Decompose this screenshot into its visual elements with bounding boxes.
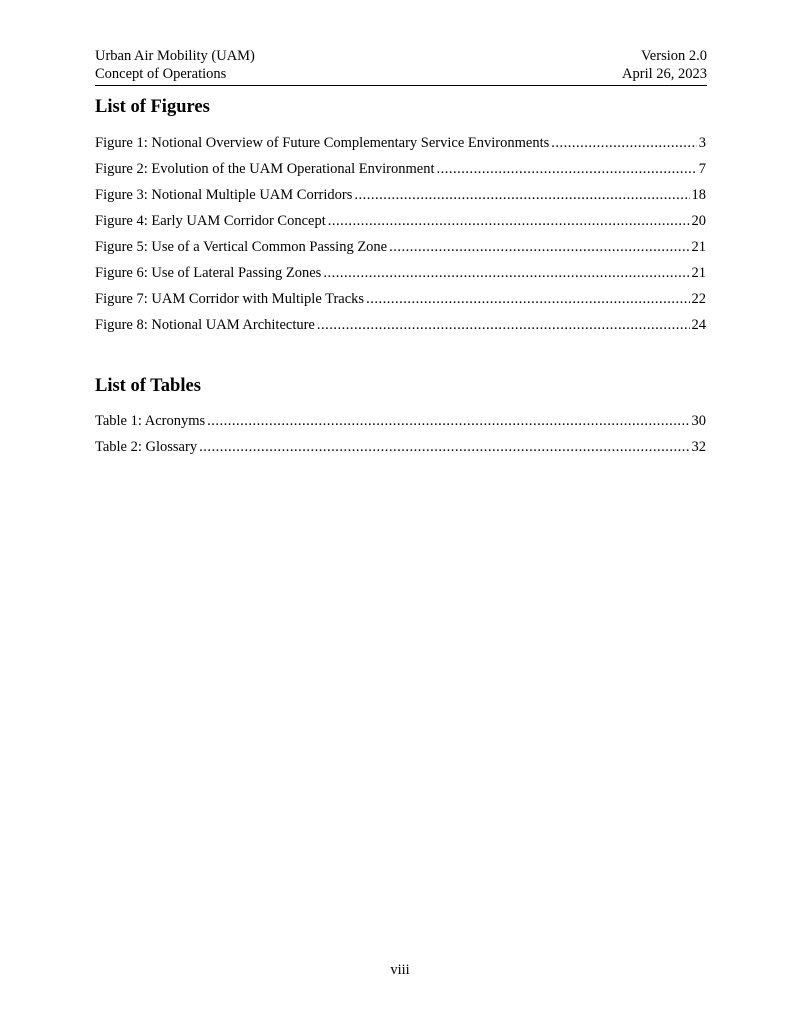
toc-entry-title: Table 1: Acronyms (95, 413, 206, 429)
dot-leader (199, 437, 689, 457)
figure-entry-2[interactable] (95, 159, 706, 185)
list-of-tables (95, 411, 706, 463)
dot-leader (436, 159, 696, 179)
toc-entry-page: 32 (691, 439, 706, 455)
dot-leader (366, 289, 689, 309)
toc-entry-page: 7 (698, 161, 706, 177)
figure-entry-5[interactable] (95, 237, 706, 263)
list-of-figures (95, 133, 706, 341)
toc-entry-page: 24 (691, 317, 706, 333)
list-of-figures-heading: List of Figures (95, 97, 210, 117)
list-of-tables-heading: List of Tables (95, 376, 201, 396)
table-entry-1[interactable] (95, 411, 706, 437)
toc-entry-page: 20 (691, 213, 706, 229)
figure-entry-1[interactable] (95, 133, 706, 159)
toc-entry-title: Figure 7: UAM Corridor with Multiple Tracks (95, 291, 365, 307)
document-version: Version 2.0 (640, 48, 707, 64)
document-date: April 26, 2023 (622, 66, 707, 82)
toc-entry-page: 3 (698, 135, 706, 151)
toc-entry-page: 18 (691, 187, 706, 203)
table-entry-2[interactable] (95, 437, 706, 463)
document-title: Urban Air Mobility (UAM) (95, 48, 255, 64)
dot-leader (551, 133, 697, 153)
figure-entry-6[interactable] (95, 263, 706, 289)
toc-entry-page: 30 (691, 413, 706, 429)
toc-entry-title: Figure 8: Notional UAM Architecture (95, 317, 315, 333)
toc-entry-title: Figure 1: Notional Overview of Future Complementary Service Environments (95, 135, 550, 151)
toc-entry-title: Figure 5: Use of a Vertical Common Passing Zone (95, 239, 388, 255)
document-subtitle: Concept of Operations (95, 66, 227, 82)
page-number: viii (390, 962, 410, 978)
figure-entry-4[interactable] (95, 211, 706, 237)
figure-entry-7[interactable] (95, 289, 706, 315)
toc-entry-title: Figure 6: Use of Lateral Passing Zones (95, 265, 322, 281)
dot-leader (323, 263, 689, 283)
header-left (95, 47, 255, 83)
toc-entry-title: Table 2: Glossary (95, 439, 198, 455)
toc-entry-page: 21 (691, 265, 706, 281)
header-right (622, 47, 707, 83)
toc-entry-title: Figure 3: Notional Multiple UAM Corridors (95, 187, 353, 203)
toc-entry-page: 21 (691, 239, 706, 255)
dot-leader (207, 411, 689, 431)
dot-leader (354, 185, 689, 205)
toc-entry-title: Figure 2: Evolution of the UAM Operational Environment (95, 161, 435, 177)
toc-entry-title: Figure 4: Early UAM Corridor Concept (95, 213, 326, 229)
figure-entry-3[interactable] (95, 185, 706, 211)
figure-entry-8[interactable] (95, 315, 706, 341)
dot-leader (328, 211, 690, 231)
page-header (95, 47, 707, 86)
toc-entry-page: 22 (691, 291, 706, 307)
dot-leader (389, 237, 689, 257)
dot-leader (317, 315, 690, 335)
